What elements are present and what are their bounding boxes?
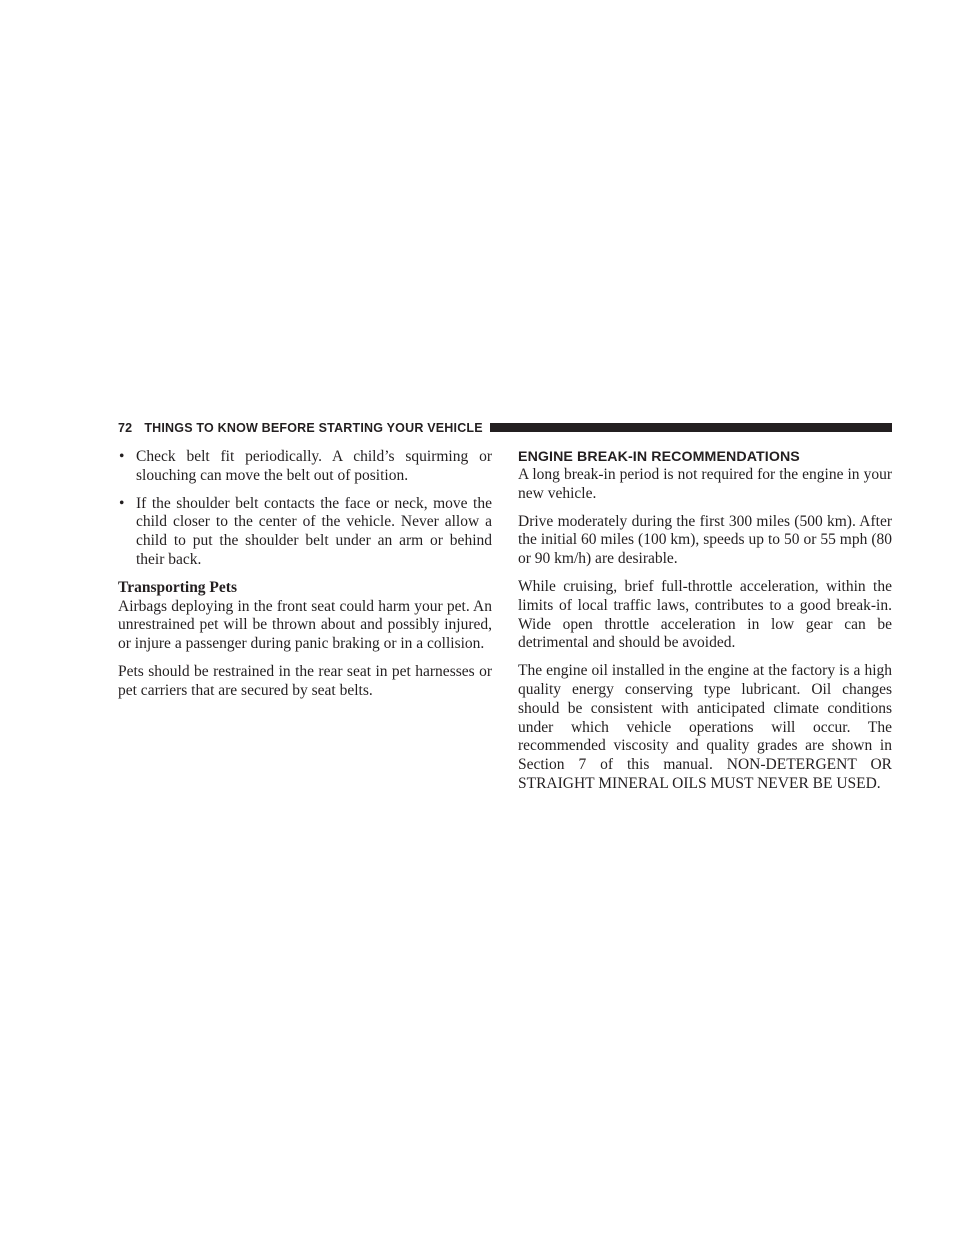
left-column xyxy=(118,448,492,710)
page-header xyxy=(118,419,892,436)
section-heading: ENGINE BREAK-IN RECOMMENDATIONS xyxy=(518,449,800,465)
paragraph: The engine oil installed in the engine at the factory is a high quality energy conserving type lubricant. Oil changes should be consistent with anticipated climate conditions under which vehicle operations will occur. The recommended viscosity and quality grades are shown in Section 7 of this manual. NON-DETERGENT OR STRAIGHT MINERAL OILS MUST NEVER BE USED. xyxy=(518,662,892,792)
bullet-item xyxy=(118,448,492,486)
page-number: 72 xyxy=(118,420,133,435)
bullet-text: If the shoulder belt contacts the face or neck, move the child closer to the center of the vehicle. Never allow a child to put the shoulder belt under an arm or behind their back. xyxy=(136,494,492,568)
paragraph: While cruising, brief full-throttle acceleration, within the limits of local traffic laws, contributes to a good break-in. Wide open throttle acceleration in low gear can be detrimental and should be avoided. xyxy=(518,577,892,652)
header-rule-bar xyxy=(490,423,892,432)
paragraph: Drive moderately during the first 300 miles (500 km). After the initial 60 miles (100 km), speeds up to 50 or 55 mph (80 or 90 km/h) are desirable. xyxy=(518,512,892,568)
bullet-item xyxy=(118,495,492,570)
right-column xyxy=(518,448,892,803)
bullet-icon: • xyxy=(119,448,125,465)
paragraph: Pets should be restrained in the rear seat in pet harnesses or pet carriers that are secured by seat belts. xyxy=(118,662,492,699)
bullet-list xyxy=(118,448,492,570)
paragraph: A long break-in period is not required for the engine in your new vehicle. xyxy=(518,466,892,502)
subheading-transporting-pets: Transporting Pets xyxy=(118,578,237,596)
bullet-text: Check belt fit periodically. A child’s squirming or slouching can move the belt out of position. xyxy=(136,448,492,484)
bullet-icon: • xyxy=(119,494,125,512)
paragraph: Airbags deploying in the front seat could harm your pet. An unrestrained pet will be thrown about and possibly injured, or injure a passenger during panic braking or in a collision. xyxy=(118,597,492,653)
section-title: THINGS TO KNOW BEFORE STARTING YOUR VEHICLE xyxy=(144,420,483,435)
